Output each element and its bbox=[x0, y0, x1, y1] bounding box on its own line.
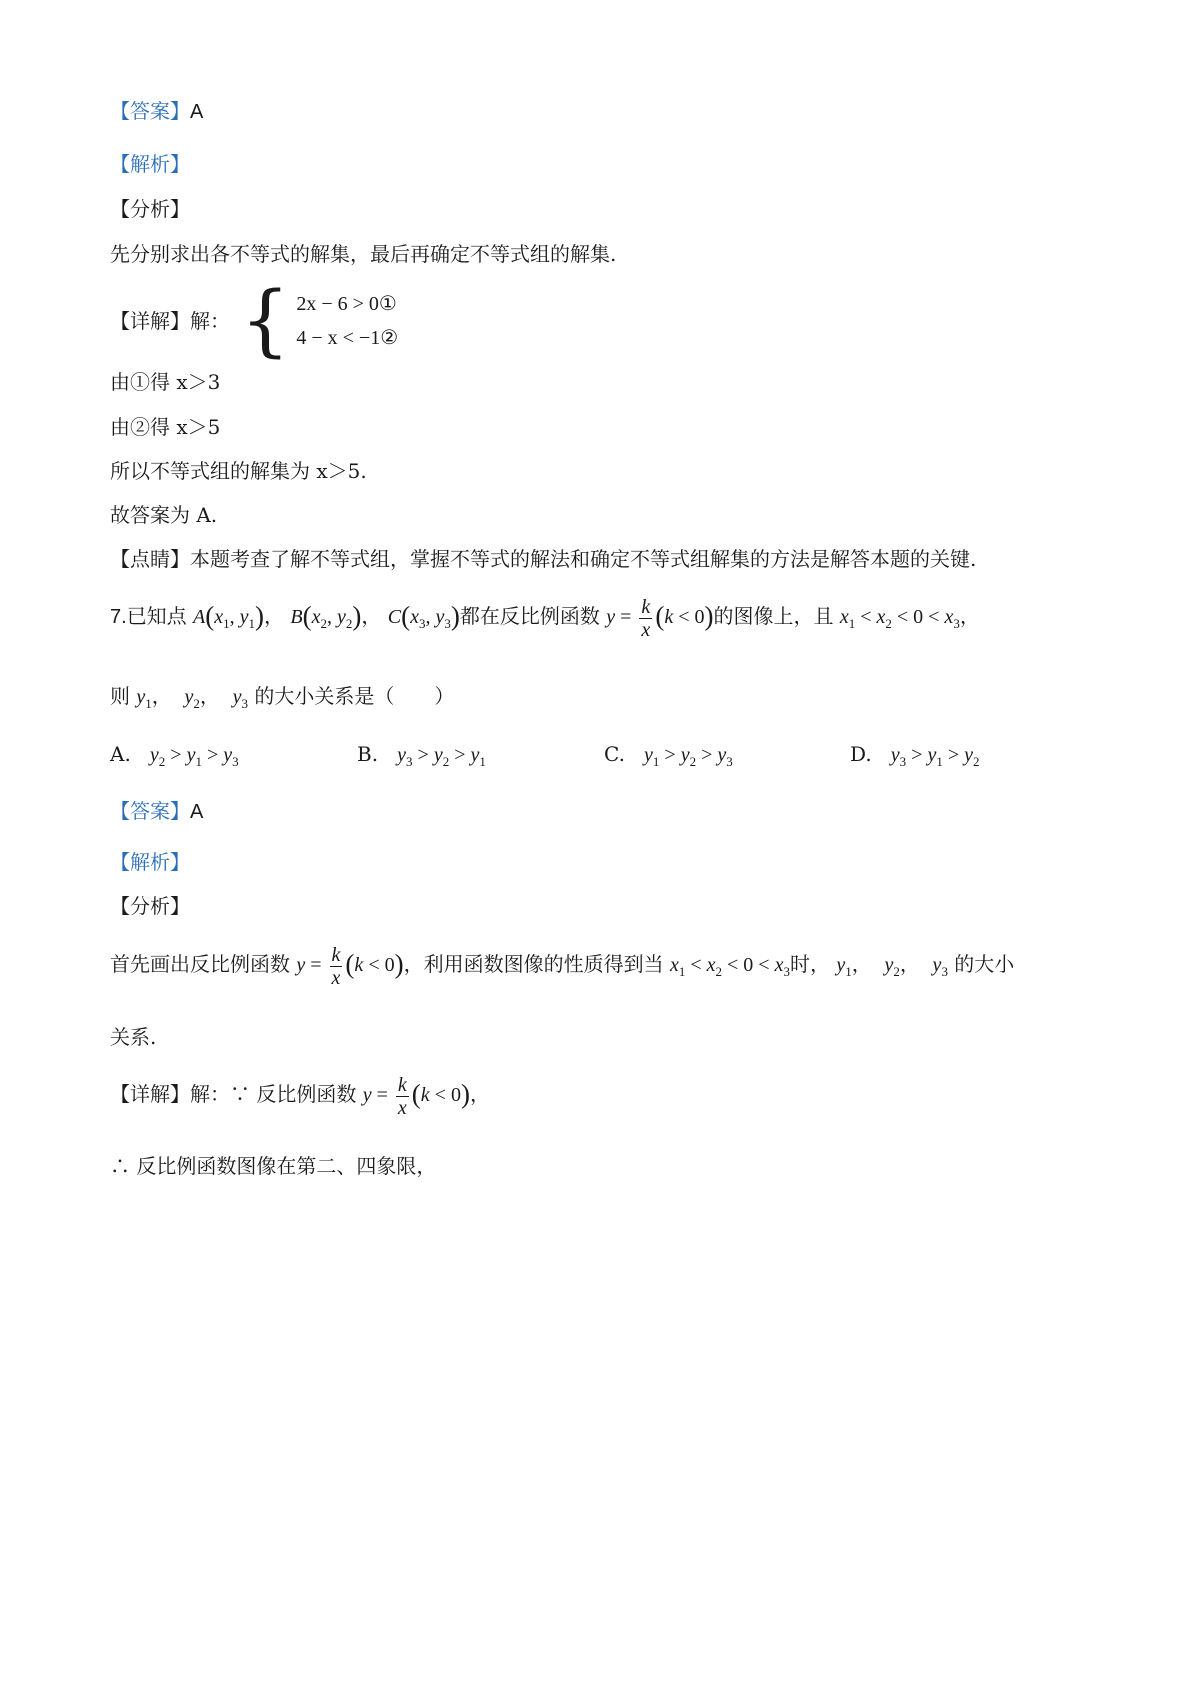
left-brace: { bbox=[240, 276, 290, 366]
q6-step3: 所以不等式组的解集为 x＞5. bbox=[110, 459, 367, 483]
q6-answer-tag: 【答案】 bbox=[110, 101, 190, 123]
q7-fenxi-line1: 首先画出反比例函数 y = $\frac{k}{x}$ (k < 0)，利用函数图像的性质得到当 $x_1 < x_2 < 0 < x_3$时， $y_1$， $y_2$， $y_3$ 的大小 bbox=[110, 944, 1015, 989]
q7-stem-line1: 7.已知点 $A(x_1$, $y_1$)， $B(x_2$, $y_2$)， $C(x_3$, $y_3$)都在反比例函数 y = $\frac{k}{x}$ (k < 0)的图像上，且 $x_1 < x_2 < 0 < x_3$， bbox=[110, 596, 980, 641]
inequality-1: 2x − 6 > 0① bbox=[296, 293, 397, 315]
option-D[interactable]: D. $y_3 > y_1 > y_2$ bbox=[850, 742, 980, 769]
q7-stem-line2-start: 则 bbox=[110, 684, 130, 708]
q7-analysis-tag: 【解析】 bbox=[110, 850, 190, 874]
q6-analysis-tag: 【解析】 bbox=[110, 152, 190, 176]
q6-detail-line bbox=[110, 276, 399, 366]
q6-step4: 故答案为 A. bbox=[110, 503, 218, 527]
q6-comment: 本题考查了解不等式组，掌握不等式的解法和确定不等式组解集的方法是解答本题的关键. bbox=[190, 547, 977, 571]
q7-therefore: ∴ 反比例函数图像在第二、四象限， bbox=[110, 1154, 437, 1178]
q6-answer-line bbox=[110, 100, 203, 124]
q6-step2: 由②得 x＞5 bbox=[110, 415, 221, 439]
point-A: $A(x_1$, $y_1$) bbox=[193, 601, 265, 632]
q7-stem-intro: 已知点 bbox=[126, 604, 187, 629]
inequality-system bbox=[240, 276, 399, 366]
option-C[interactable]: C. $y_1 > y_2 > y_3$ bbox=[604, 742, 733, 769]
q7-answer: A bbox=[190, 801, 204, 823]
q6-answer: A bbox=[190, 101, 204, 123]
function-expr: y = $\frac{k}{x}$ (k < 0) bbox=[606, 596, 714, 641]
option-B[interactable]: B. $y_3 > y_2 > y_1$ bbox=[357, 742, 486, 769]
q7-number: 7. bbox=[110, 606, 127, 629]
q7-stem-on: 都在反比例函数 bbox=[459, 604, 600, 629]
q7-answer-tag: 【答案】 bbox=[110, 801, 190, 823]
q7-options bbox=[110, 742, 1110, 772]
q6-fenxi-text: 先分别求出各不等式的解集，最后再确定不等式组的解集. bbox=[110, 242, 617, 266]
q7-stem-line2: 则 $y_1$， $y_2$， $y_3$ 的大小关系是（ ） bbox=[110, 684, 455, 711]
q7-answer-line bbox=[110, 800, 203, 824]
x-order: $x_1 < x_2 < 0 < x_3$ bbox=[839, 606, 960, 632]
q6-step1: 由①得 x＞3 bbox=[110, 370, 221, 394]
q6-fenxi-tag: 【分析】 bbox=[110, 197, 190, 221]
point-B: $B(x_2$, $y_2$) bbox=[290, 601, 362, 632]
option-A[interactable]: A. $y_2 > y_1 > y_3$ bbox=[110, 742, 239, 769]
q7-detail-line: 【详解】解：∵ 反比例函数 y = $\frac{k}{x}$ (k < 0)， bbox=[110, 1074, 490, 1119]
q7-fenxi-line2: 关系. bbox=[110, 1025, 157, 1049]
q6-detail-lead: 解： bbox=[190, 309, 230, 333]
q7-stem-graph: 的图像上，且 bbox=[713, 604, 834, 629]
point-C: $C(x_3$, $y_3$) bbox=[387, 601, 460, 632]
q6-comment-line bbox=[110, 547, 976, 571]
q7-fenxi-tag: 【分析】 bbox=[110, 894, 190, 918]
q7-stem-line2-end: 的大小关系是（ ） bbox=[254, 684, 455, 708]
inequality-2: 4 − x < −1② bbox=[296, 327, 399, 349]
q6-comment-tag: 【点睛】 bbox=[110, 547, 190, 571]
q6-detail-tag: 【详解】 bbox=[110, 309, 190, 333]
